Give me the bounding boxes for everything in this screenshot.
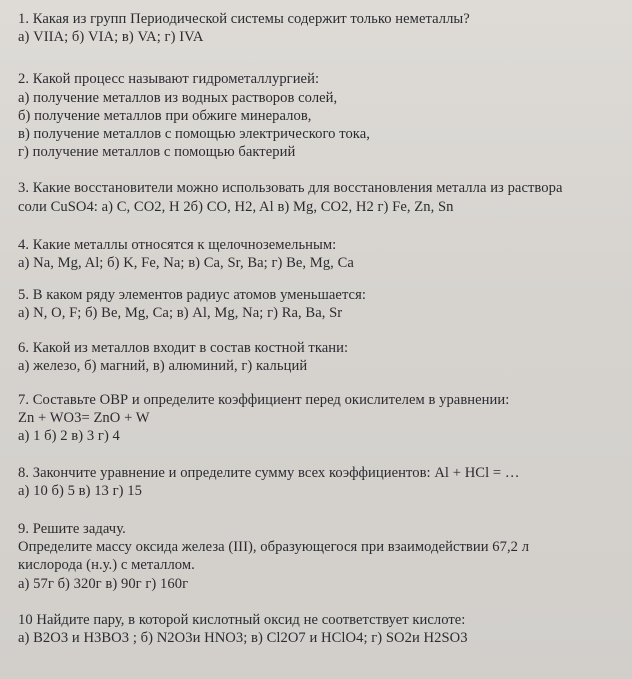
answer-option: г) получение металлов с помощью бактерий [18, 144, 296, 161]
question-7 [18, 391, 618, 446]
answer-options: а) N, O, F; б) Be, Mg, Ca; в) Al, Mg, Na; г) Ra, Ba, Sr [18, 305, 343, 322]
answer-option: б) получение металлов при обжиге минералов, [18, 107, 312, 124]
question-2 [18, 70, 618, 161]
question-text: 9. Решите задачу. [18, 521, 126, 538]
question-text: 3. Какие восстановители можно использовать для восстановления металла из раствора [18, 180, 563, 197]
answer-option: а) получение металлов из водных растворов солей, [18, 89, 338, 106]
question-text: 10 Найдите пару, в которой кислотный оксид не соответствует кислоте: [18, 611, 466, 628]
question-text: 5. В каком ряду элементов радиус атомов уменьшается: [18, 287, 366, 304]
question-text: 6. Какой из металлов входит в состав костной ткани: [18, 339, 349, 356]
problem-text: кислорода (н.у.) с металлом. [18, 557, 195, 574]
answer-options: а) B2O3 и H3BO3 ; б) N2O3и HNO3; в) Cl2O7 и HClO4; г) SO2и H2SO3 [18, 630, 468, 647]
answer-options: а) 1 б) 2 в) 3 г) 4 [18, 428, 120, 445]
question-1 [18, 10, 618, 46]
question-text: 1. Какая из групп Периодической системы содержит только неметаллы? [18, 11, 470, 27]
answer-options: соли CuSO4: а) C, CO2, H 2б) CO, H2, Al в) Mg, CO2, H2 г) Fe, Zn, Sn [18, 198, 454, 215]
question-9 [18, 520, 618, 593]
question-text: 7. Составьте ОВР и определите коэффициент перед окислителем в уравнении: [18, 392, 510, 409]
question-text: 8. Закончите уравнение и определите сумму всех коэффициентов: Al + HCl = … [18, 464, 520, 481]
answer-options: а) 57г б) 320г в) 90г г) 160г [18, 575, 189, 592]
question-text: 2. Какой процесс называют гидрометаллургией: [18, 71, 320, 88]
question-8 [18, 464, 618, 500]
question-text: 4. Какие металлы относятся к щелочноземельным: [18, 236, 337, 253]
question-4 [18, 236, 618, 272]
question-5 [18, 286, 618, 322]
answer-options: а) Na, Mg, Al; б) K, Fe, Na; в) Ca, Sr, Ba; г) Be, Mg, Ca [18, 255, 354, 272]
equation: Zn + WO3= ZnO + W [18, 410, 150, 427]
answer-options: а) VIIA; б) VIA; в) VA; г) IVA [18, 29, 204, 46]
answer-options: а) железо, б) магний, в) алюминий, г) кальций [18, 357, 308, 374]
problem-text: Определите массу оксида железа (III), образующегося при взаимодействии 67,2 л [18, 539, 530, 556]
question-6 [18, 339, 618, 375]
question-3 [18, 179, 618, 215]
answer-option: в) получение металлов с помощью электрического тока, [18, 126, 370, 143]
answer-options: а) 10 б) 5 в) 13 г) 15 [18, 482, 142, 499]
question-10 [18, 611, 618, 647]
